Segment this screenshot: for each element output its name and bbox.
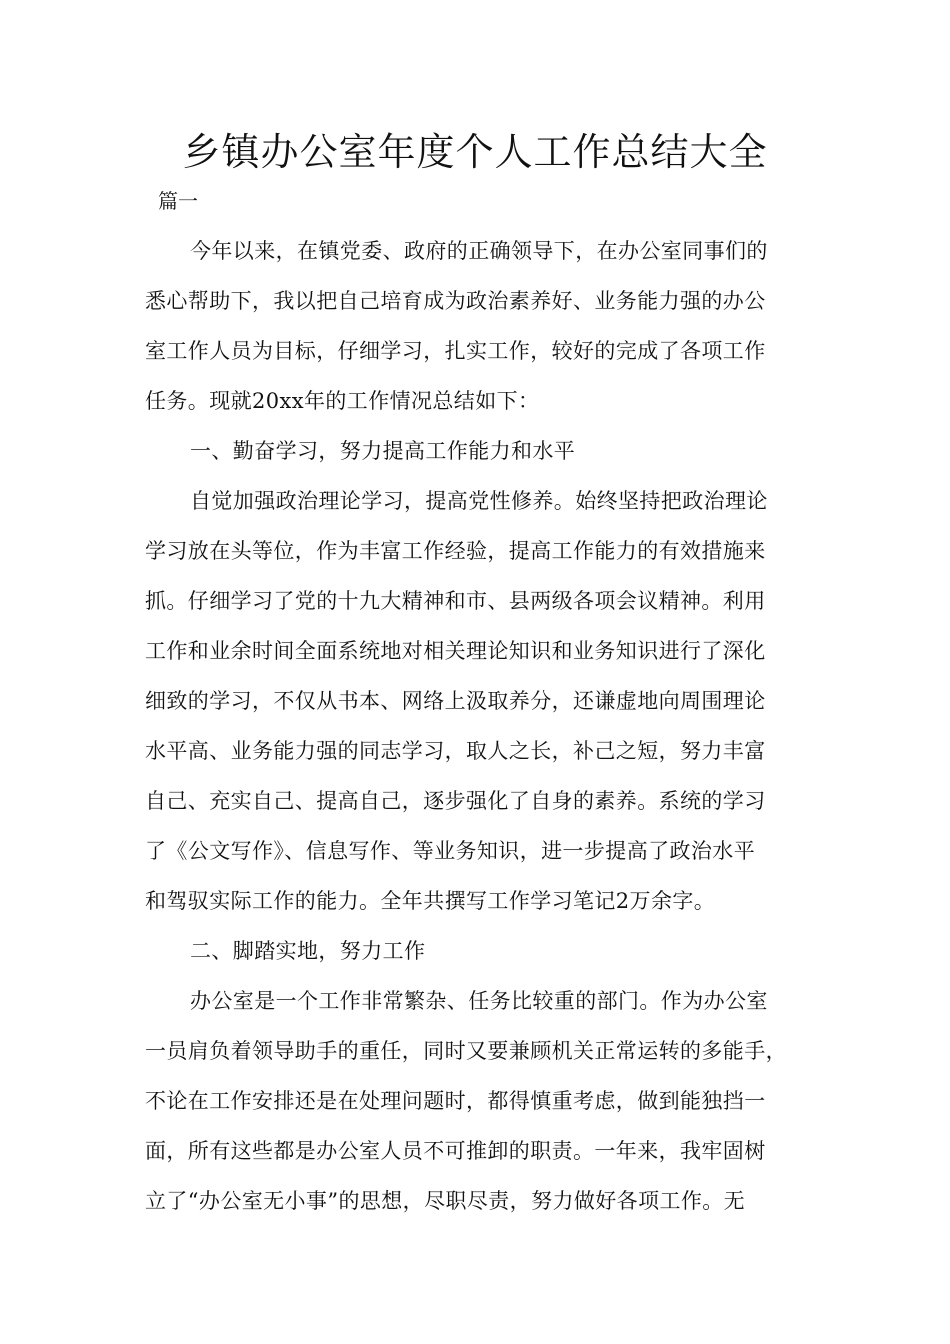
text-line: 室工作人员为目标，仔细学习，扎实工作，较好的完成了各项工作 — [145, 339, 766, 363]
section-heading: 二、脚踏实地，努力工作 — [190, 939, 426, 963]
text-line: 和驾驭实际工作的能力。全年共撰写工作学习笔记2万余字。 — [145, 889, 716, 913]
text-line: 悉心帮助下，我以把自己培育成为政治素养好、业务能力强的办公 — [145, 289, 766, 313]
section-heading: 一、勤奋学习，努力提高工作能力和水平 — [190, 439, 576, 463]
text-line: 办公室是一个工作非常繁杂、任务比较重的部门。作为办公室 — [190, 989, 768, 1013]
text-line: 工作和业余时间全面系统地对相关理论知识和业务知识进行了深化 — [145, 639, 766, 663]
text-line: 面，所有这些都是办公室人员不可推卸的职责。一年来，我牢固树 — [145, 1139, 766, 1163]
document-title: 乡镇办公室年度个人工作总结大全 — [182, 130, 768, 174]
text-line: 自觉加强政治理论学习，提高党性修养。始终坚持把政治理论 — [190, 489, 768, 513]
text-line: 抓。仔细学习了党的十九大精神和市、县两级各项会议精神。利用 — [145, 589, 766, 613]
text-line: 一员肩负着领导助手的重任，同时又要兼顾机关正常运转的多能手， — [145, 1039, 787, 1063]
text-line: 细致的学习，不仅从书本、网络上汲取养分，还谦虚地向周围理论 — [145, 689, 766, 713]
text-line: 立了“办公室无小事”的思想，尽职尽责，努力做好各项工作。无 — [145, 1189, 746, 1213]
text-line: 不论在工作安排还是在处理问题时，都得慎重考虑，做到能独挡一 — [145, 1089, 766, 1113]
text-line: 了《公文写作》、信息写作、等业务知识，进一步提高了政治水平 — [145, 839, 756, 863]
text-line: 任务。现就20xx年的工作情况总结如下： — [145, 389, 540, 413]
part-label: 篇一 — [158, 189, 198, 213]
text-line: 今年以来，在镇党委、政府的正确领导下，在办公室同事们的 — [190, 239, 768, 263]
text-line: 自己、充实自己、提高自己，逐步强化了自身的素养。系统的学习 — [145, 789, 766, 813]
text-line: 水平高、业务能力强的同志学习，取人之长，补己之短，努力丰富 — [145, 739, 766, 763]
text-line: 学习放在头等位，作为丰富工作经验，提高工作能力的有效措施来 — [145, 539, 766, 563]
